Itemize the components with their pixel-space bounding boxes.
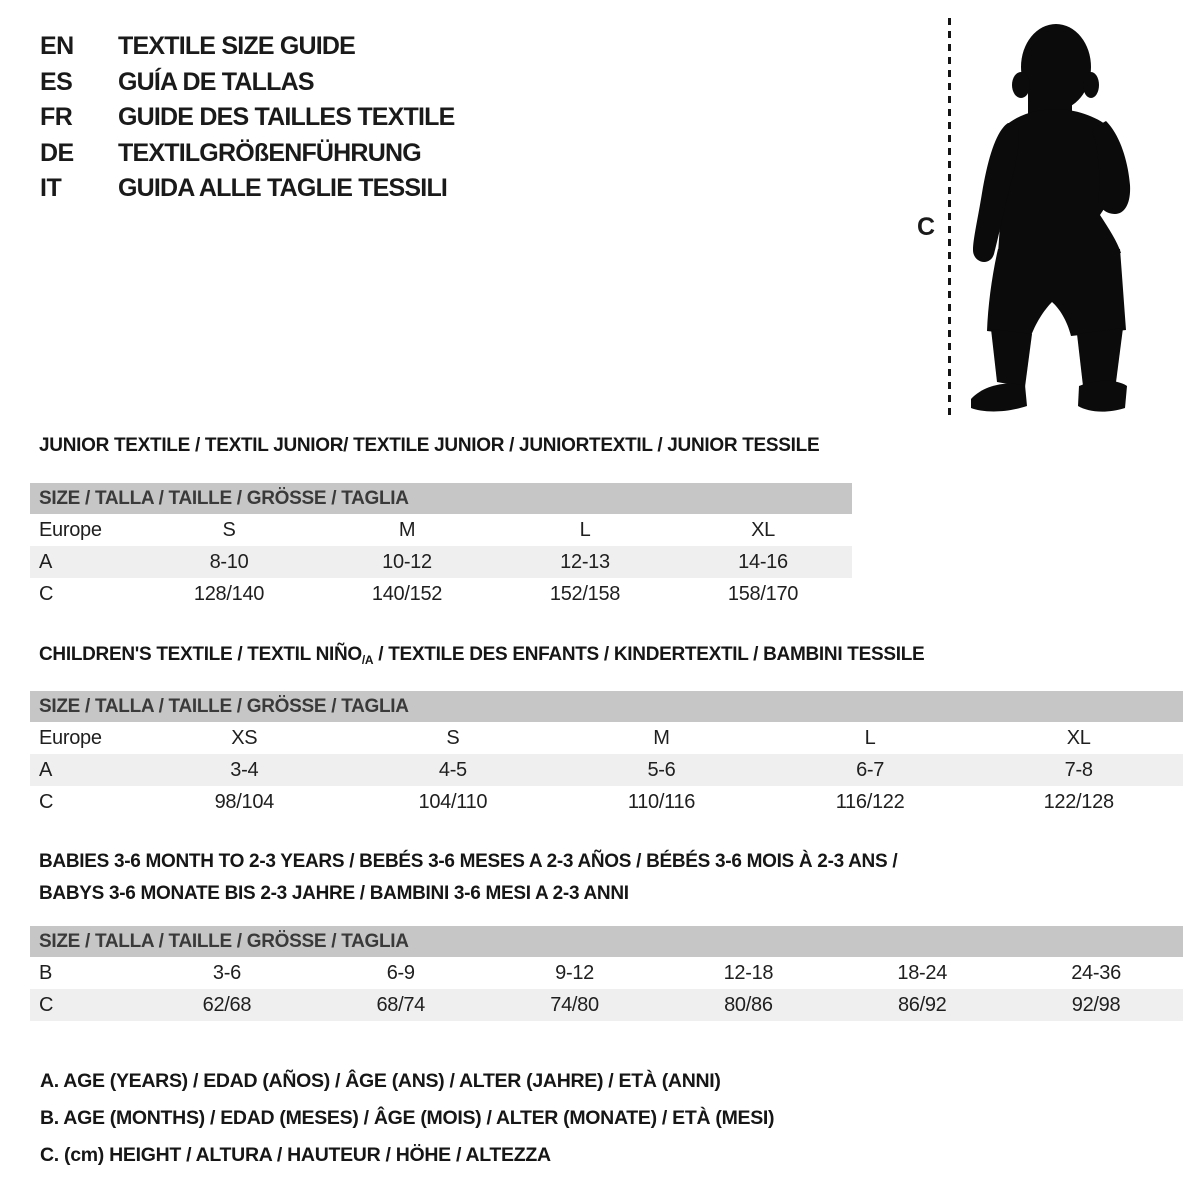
guide-title-it: GUIDA ALLE TAGLIE TESSILI bbox=[118, 174, 448, 203]
age-cell: 24-36 bbox=[1071, 961, 1121, 984]
size-cell: XL bbox=[751, 518, 775, 541]
language-row-de bbox=[40, 136, 455, 172]
guide-title-en: TEXTILE SIZE GUIDE bbox=[118, 32, 356, 61]
age-cell: 3-4 bbox=[230, 758, 259, 781]
age-cell: 9-12 bbox=[555, 961, 594, 984]
junior-section-title: JUNIOR TEXTILE / TEXTIL JUNIOR/ TEXTILE JUNIOR / JUNIORTEXTIL / JUNIOR TESSILE bbox=[39, 435, 820, 456]
age-cell: 10-12 bbox=[382, 550, 432, 573]
babies-section-title-line1: BABIES 3-6 MONTH TO 2-3 YEARS / BEBÉS 3-6 MESES A 2-3 AÑOS / BÉBÉS 3-6 MOIS À 2-3 ANS / bbox=[39, 851, 898, 872]
legend-age-months: B. AGE (MONTHS) / EDAD (MESES) / ÂGE (MOIS) / ALTER (MONATE) / ETÀ (MESI) bbox=[40, 1107, 775, 1129]
table-row bbox=[30, 578, 852, 610]
language-code: DE bbox=[40, 138, 74, 167]
age-cell: 6-9 bbox=[386, 961, 415, 984]
age-cell: 5-6 bbox=[647, 758, 676, 781]
table-row bbox=[30, 546, 852, 578]
guide-title-de: TEXTILGRÖßENFÜHRUNG bbox=[118, 138, 421, 167]
height-cell: 122/128 bbox=[1043, 790, 1114, 813]
children-section-title bbox=[39, 643, 924, 668]
junior-size-table bbox=[30, 514, 852, 610]
babies-size-header-bar: SIZE / TALLA / TAILLE / GRÖSSE / TAGLIA bbox=[30, 926, 1183, 957]
guide-title-es: GUÍA DE TALLAS bbox=[118, 67, 314, 96]
age-cell: 12-13 bbox=[560, 550, 610, 573]
age-cell: 12-18 bbox=[723, 961, 774, 984]
row-label-cell: Europe bbox=[39, 726, 102, 749]
table-row bbox=[30, 989, 1183, 1021]
table-row bbox=[30, 514, 852, 546]
language-code: ES bbox=[40, 67, 73, 96]
size-cell: S bbox=[222, 518, 236, 541]
babies-section-title-line2: BABYS 3-6 MONATE BIS 2-3 JAHRE / BAMBINI 3-6 MESI A 2-3 ANNI bbox=[39, 883, 629, 904]
row-label-cell: C bbox=[39, 993, 54, 1016]
language-code: IT bbox=[40, 174, 62, 203]
row-label-cell: Europe bbox=[39, 518, 102, 541]
size-cell: L bbox=[864, 726, 876, 749]
age-cell: 8-10 bbox=[209, 550, 249, 573]
size-cell: XL bbox=[1066, 726, 1091, 749]
height-cell: 158/170 bbox=[727, 582, 799, 605]
age-cell: 18-24 bbox=[897, 961, 948, 984]
age-cell: 7-8 bbox=[1064, 758, 1093, 781]
size-cell: M bbox=[398, 518, 416, 541]
size-cell: M bbox=[653, 726, 670, 749]
language-title-list bbox=[40, 29, 455, 207]
height-cell: 80/86 bbox=[724, 993, 773, 1016]
height-cell: 92/98 bbox=[1071, 993, 1121, 1016]
language-row-es bbox=[40, 65, 455, 101]
row-label-cell: C bbox=[39, 582, 54, 605]
height-measure-dashed-line bbox=[948, 18, 951, 416]
height-cell: 128/140 bbox=[193, 582, 265, 605]
language-code: FR bbox=[40, 103, 73, 132]
row-label-cell: C bbox=[39, 790, 54, 813]
junior-size-header-bar: SIZE / TALLA / TAILLE / GRÖSSE / TAGLIA bbox=[30, 483, 852, 514]
height-cell: 140/152 bbox=[371, 582, 443, 605]
size-cell: S bbox=[446, 726, 460, 749]
table-row bbox=[30, 754, 1183, 786]
row-label-cell: A bbox=[39, 758, 53, 781]
toddler-silhouette bbox=[958, 13, 1140, 415]
legend-age-years: A. AGE (YEARS) / EDAD (AÑOS) / ÂGE (ANS) / ALTER (JAHRE) / ETÀ (ANNI) bbox=[40, 1070, 721, 1092]
children-title-text: / TEXTILE DES ENFANTS / KINDERTEXTIL / BAMBINI TESSILE bbox=[373, 644, 925, 665]
legend-height-cm: C. (cm) HEIGHT / ALTURA / HAUTEUR / HÖHE / ALTEZZA bbox=[40, 1144, 551, 1166]
row-label-cell: B bbox=[39, 961, 53, 984]
age-cell: 4-5 bbox=[438, 758, 467, 781]
height-cell: 86/92 bbox=[897, 993, 947, 1016]
table-row bbox=[30, 786, 1183, 818]
age-cell: 3-6 bbox=[212, 961, 241, 984]
row-label-cell: A bbox=[39, 550, 53, 573]
age-cell: 14-16 bbox=[738, 550, 788, 573]
size-cell: L bbox=[579, 518, 591, 541]
table-row bbox=[30, 722, 1183, 754]
language-row-it bbox=[40, 171, 455, 207]
height-marker-label: C bbox=[916, 213, 936, 241]
language-row-en bbox=[40, 29, 455, 65]
babies-size-table bbox=[30, 957, 1183, 1021]
height-cell: 152/158 bbox=[549, 582, 621, 605]
children-size-table bbox=[30, 722, 1183, 818]
height-cell: 116/122 bbox=[835, 790, 905, 813]
age-cell: 6-7 bbox=[856, 758, 885, 781]
children-size-header-bar: SIZE / TALLA / TAILLE / GRÖSSE / TAGLIA bbox=[30, 691, 1183, 722]
guide-title-fr: GUIDE DES TAILLES TEXTILE bbox=[118, 103, 455, 132]
children-title-text: CHILDREN'S TEXTILE / TEXTIL NIÑO bbox=[39, 644, 362, 665]
language-row-fr bbox=[40, 100, 455, 136]
height-cell: 110/116 bbox=[627, 790, 696, 813]
height-cell: 104/110 bbox=[418, 790, 488, 813]
height-cell: 74/80 bbox=[550, 993, 599, 1016]
height-cell: 68/74 bbox=[376, 993, 426, 1016]
size-cell: XS bbox=[231, 726, 258, 749]
height-cell: 98/104 bbox=[214, 790, 274, 813]
height-cell: 62/68 bbox=[202, 993, 252, 1016]
table-row bbox=[30, 957, 1183, 989]
language-code: EN bbox=[40, 32, 74, 61]
children-title-subscript: /A bbox=[361, 653, 374, 667]
